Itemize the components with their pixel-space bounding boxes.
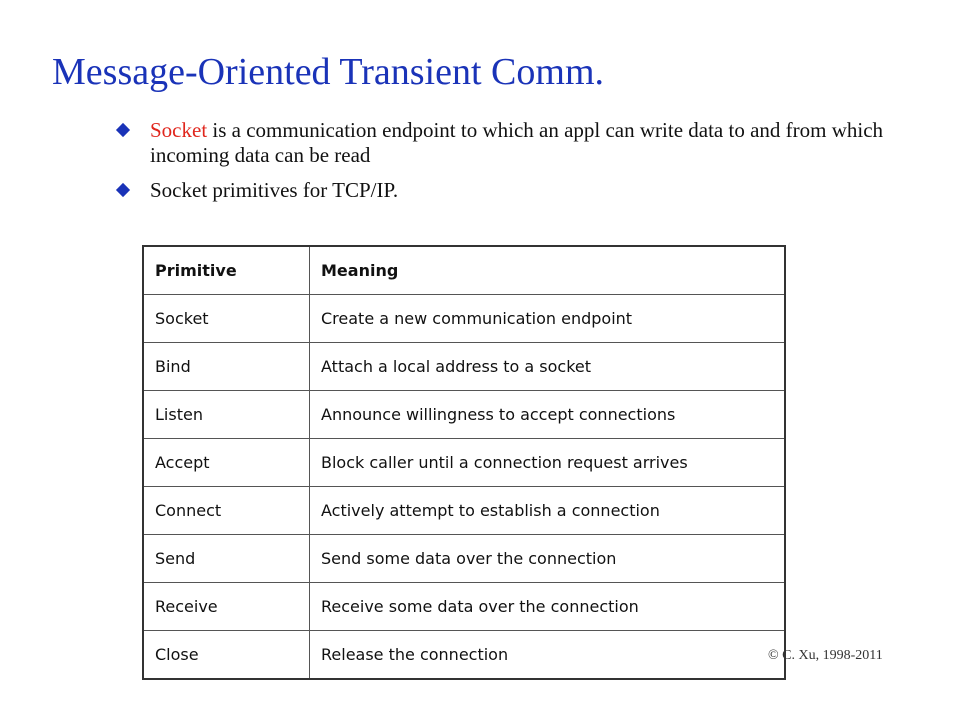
primitive-cell: Close [143, 631, 310, 680]
table-row [143, 391, 785, 439]
meaning-cell: Block caller until a connection request arrives [310, 439, 786, 487]
meaning-cell: Announce willingness to accept connections [310, 391, 786, 439]
primitive-cell: Connect [143, 487, 310, 535]
table-row [143, 295, 785, 343]
table-header-row [143, 246, 785, 295]
table-row [143, 439, 785, 487]
primitive-cell: Listen [143, 391, 310, 439]
bullet-highlight-term: Socket [150, 118, 208, 142]
table-row [143, 631, 785, 680]
column-header-meaning: Meaning [310, 246, 786, 295]
primitive-cell: Accept [143, 439, 310, 487]
primitive-cell: Send [143, 535, 310, 583]
bullet-text: is a communication endpoint to which an appl can write data to and from which incoming data can be read [150, 118, 884, 167]
primitive-cell: Bind [143, 343, 310, 391]
meaning-cell: Send some data over the connection [310, 535, 786, 583]
bullet-list [118, 118, 918, 213]
copyright-notice: © C. Xu, 1998-2011 [768, 648, 883, 663]
table-row [143, 343, 785, 391]
meaning-cell: Attach a local address to a socket [310, 343, 786, 391]
diamond-bullet-icon [116, 123, 130, 137]
socket-primitives-table [142, 245, 786, 680]
meaning-cell: Create a new communication endpoint [310, 295, 786, 343]
slide-title: Message-Oriented Transient Comm. [52, 51, 605, 93]
meaning-cell: Release the connection [310, 631, 786, 680]
diamond-bullet-icon [116, 183, 130, 197]
meaning-cell: Receive some data over the connection [310, 583, 786, 631]
meaning-cell: Actively attempt to establish a connection [310, 487, 786, 535]
bullet-text: Socket primitives for TCP/IP. [150, 178, 399, 202]
table-row [143, 535, 785, 583]
bullet-item-socket-definition [118, 118, 918, 168]
bullet-item-socket-primitives [118, 178, 918, 203]
primitive-cell: Socket [143, 295, 310, 343]
column-header-primitive: Primitive [143, 246, 310, 295]
table-row [143, 487, 785, 535]
table-row [143, 583, 785, 631]
primitive-cell: Receive [143, 583, 310, 631]
